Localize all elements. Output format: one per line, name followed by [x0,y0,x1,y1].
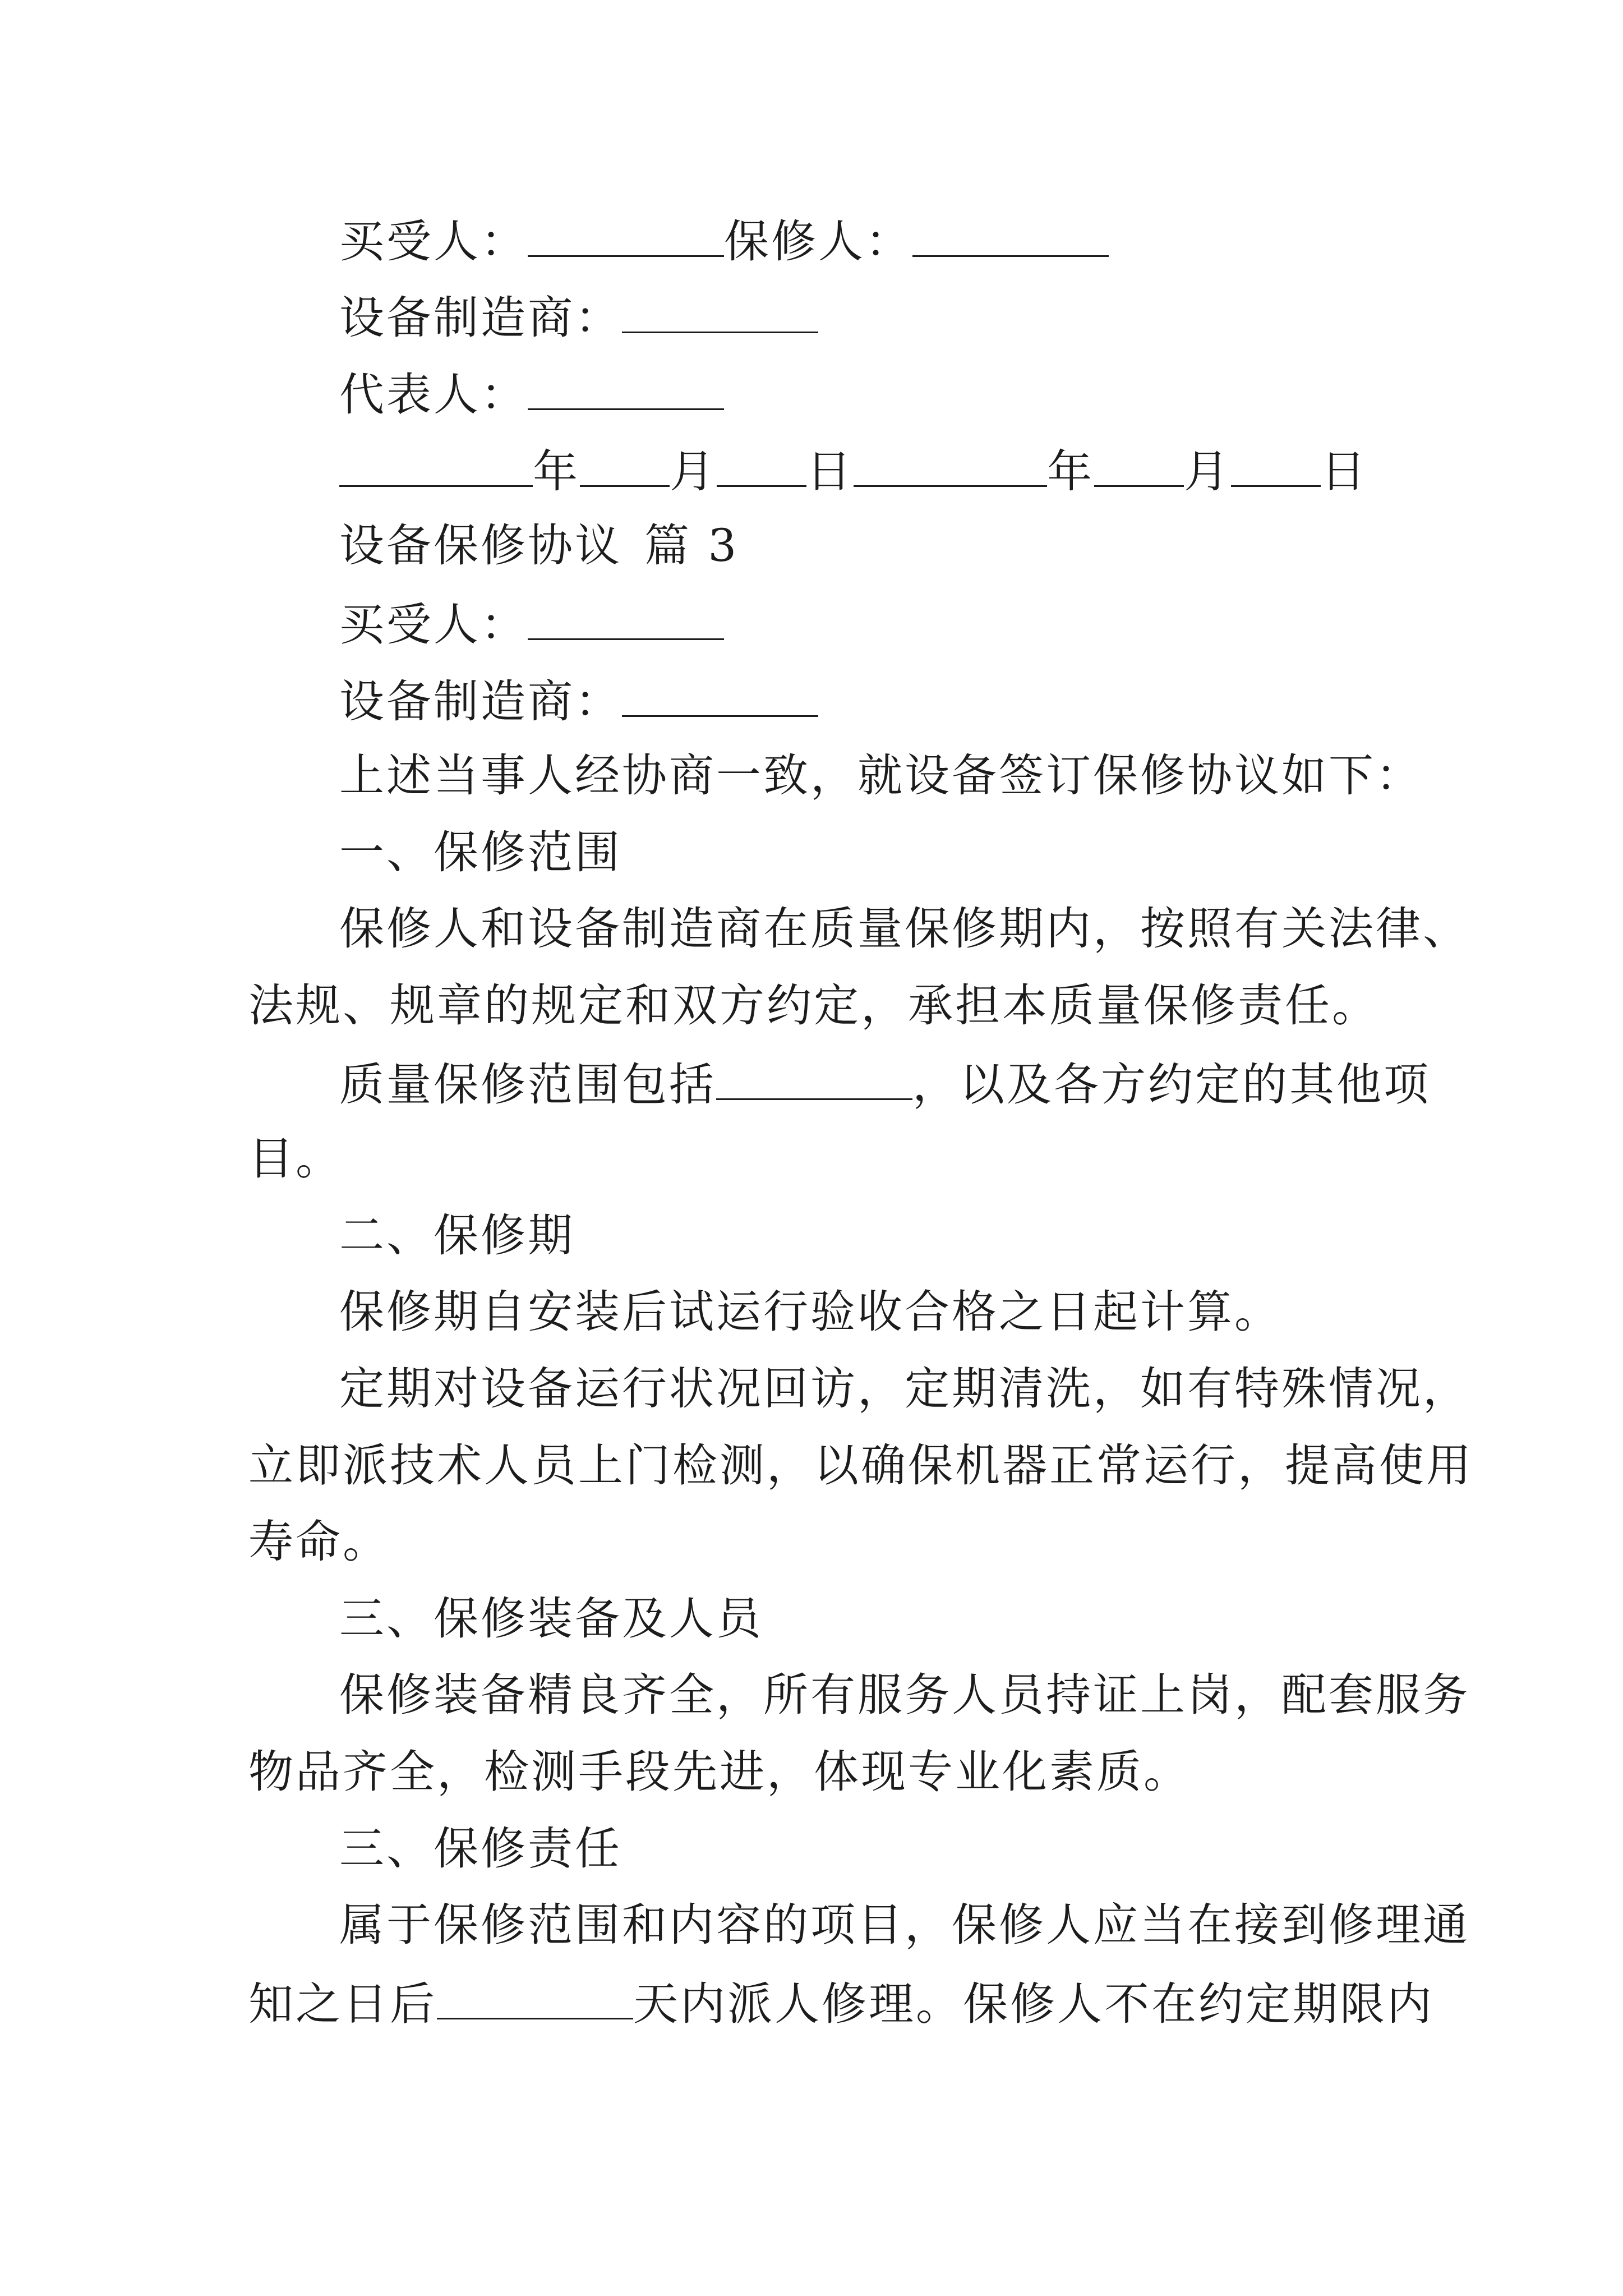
signature-line-buyer-warrantor [339,211,1109,268]
period-paragraph: 保修期自安装后试运行验收合格之日起计算。 [339,1286,1281,1338]
day-label: 日 [1321,445,1368,498]
manufacturer-label: 设备制造商： [339,292,622,344]
buyer-blank [528,211,724,257]
day-label: 日 [806,445,854,498]
responsibility-paragraph-line [248,1974,1434,2030]
year-label: 年 [1047,445,1094,498]
section-title-text: 设备保修协议 [339,519,622,572]
heading-scope: 一、保修范围 [339,826,622,878]
year-label: 年 [533,445,580,498]
year-blank [854,441,1047,487]
signature-line-representative [339,365,724,421]
scope-range-text-after: ，以及各方约定的其他项 [912,1059,1431,1111]
heading-equipment: 三、保修装备及人员 [339,1593,763,1645]
scope-range-line [339,1055,1431,1111]
scope-paragraph-line: 法规、规章的规定和双方约定，承担本质量保修责任。 [248,979,1379,1032]
manufacturer-blank [622,671,818,717]
equipment-paragraph-line: 物品齐全，检测手段先进，体现专业化素质。 [248,1746,1191,1798]
buyer-blank [528,595,724,640]
responsibility-paragraph-line: 属于保修范围和内容的项目，保修人应当在接到修理通 [339,1899,1470,1951]
warrantor-label: 保修人： [724,215,912,268]
representative-label: 代表人： [339,369,528,421]
day-blank [717,441,806,487]
period-paragraph-line: 立即派技术人员上门检测，以确保机器正常运行，提高使用 [248,1439,1473,1492]
month-blank [580,441,670,487]
heading-responsibility: 三、保修责任 [339,1823,622,1875]
signature-line-dates [339,441,1368,498]
month-label: 月 [670,445,717,498]
manufacturer-label: 设备制造商： [339,675,622,728]
day-blank [1231,441,1321,487]
equipment-paragraph-line: 保修装备精良齐全，所有服务人员持证上岗，配套服务 [339,1669,1470,1721]
scope-range-text: 质量保修范围包括 [339,1059,716,1111]
responsibility-text-after: 天内派人修理。保修人不在约定期限内 [633,1978,1434,2030]
party-line-manufacturer [339,671,818,728]
month-blank [1094,441,1184,487]
year-blank [339,441,533,487]
heading-period: 二、保修期 [339,1209,575,1262]
buyer-label: 买受人： [339,599,528,651]
period-paragraph-line: 定期对设备运行状况回访，定期清洗，如有特殊情况， [339,1363,1470,1415]
scope-range-blank [716,1055,912,1100]
party-line-buyer [339,595,724,651]
responsibility-text: 知之日后 [248,1978,437,2030]
warrantor-blank [912,211,1109,257]
repair-days-blank [437,1974,633,2019]
scope-paragraph-line: 保修人和设备制造商在质量保修期内，按照有关法律、 [339,903,1470,955]
section-title [339,518,739,574]
manufacturer-blank [622,288,818,333]
period-paragraph-line: 寿命。 [248,1516,390,1568]
section-tag: 篇 3 [644,519,739,572]
representative-blank [528,365,724,410]
buyer-label: 买受人： [339,215,528,268]
signature-line-manufacturer [339,288,818,344]
month-label: 月 [1184,445,1231,498]
scope-range-line-end: 目。 [248,1133,343,1185]
intro-paragraph: 上述当事人经协商一致，就设备签订保修协议如下： [339,749,1423,802]
